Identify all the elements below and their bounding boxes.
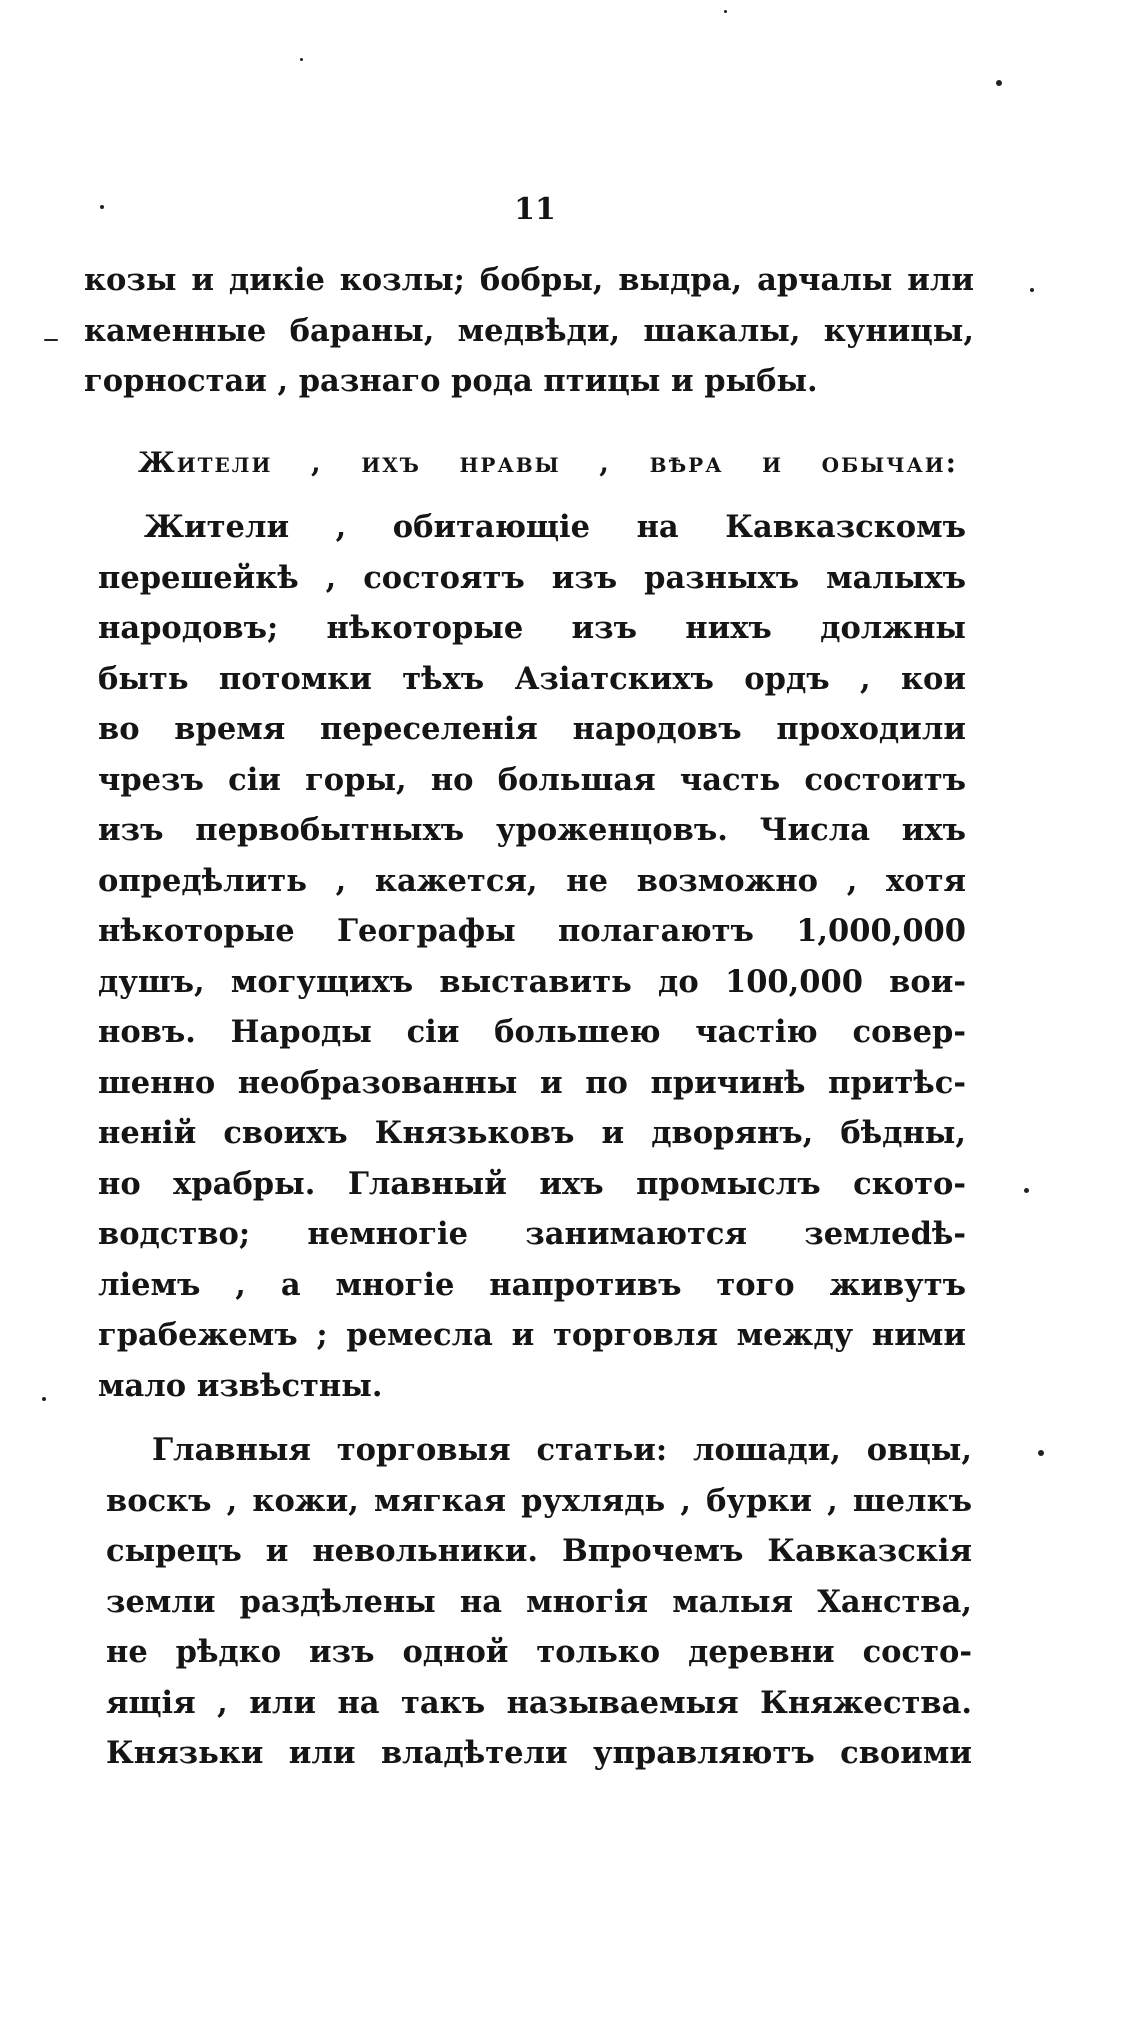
- text-line: грабежемъ ; ремесла и торговля между ними: [98, 1317, 966, 1353]
- text-line: Жители , обитающіе на Кавказскомъ: [144, 509, 966, 545]
- text-line: ящія , или на такъ называемыя Княжества.: [106, 1684, 972, 1721]
- text-line: во время переселенія народовъ проходили: [98, 711, 966, 747]
- text-line: сырецъ и невольники. Впрочемъ Кавказскія: [106, 1533, 972, 1569]
- page-number: 11: [514, 192, 556, 227]
- paragraph-trade: [106, 1425, 972, 1779]
- scan-speck: [300, 58, 303, 61]
- scan-speck: [996, 80, 1002, 86]
- scan-speck: [42, 1397, 46, 1401]
- scan-speck: [44, 339, 58, 341]
- text-line: водство; немногіе занимаются землеdѣ-: [98, 1216, 966, 1252]
- scan-speck: [724, 10, 727, 13]
- text-line: воскъ , кожи, мягкая рухлядь , бурки , шелкъ: [106, 1482, 972, 1519]
- text-line: чрезъ сіи горы, но большая часть состоитъ: [98, 761, 966, 798]
- scan-speck: [1038, 1450, 1044, 1456]
- text-line: опредѣлить , кажется, не возможно , хотя: [98, 862, 966, 899]
- text-line: неній своихъ Князьковъ и дворянъ, бѣдны,: [98, 1115, 966, 1151]
- text-line: козы и дикіе козлы; бобры, выдра, арчалы или: [84, 262, 974, 298]
- text-line: быть потомки тѣхъ Азіатскихъ ордъ , кои: [98, 660, 966, 697]
- text-line: Князьки или владѣтели управляютъ своими: [106, 1735, 972, 1771]
- text-line: но храбры. Главный ихъ промыслъ ското-: [98, 1165, 966, 1202]
- text-line: ліемъ , а многіе напротивъ того живутъ: [98, 1266, 966, 1303]
- text-line: земли раздѣлены на многія малыя Ханства,: [106, 1583, 972, 1620]
- text-line: народовъ; нѣкоторые изъ нихъ должны: [98, 610, 966, 646]
- scan-speck: [100, 205, 104, 209]
- text-line: новъ. Народы сіи большею частію совер-: [98, 1014, 966, 1050]
- text-line: шенно необразованны и по причинѣ притѣс-: [98, 1064, 966, 1101]
- text-line: не рѣдко изъ одной только деревни состо-: [106, 1634, 972, 1670]
- text-line: душъ, могущихъ выставить до 100,000 вои-: [98, 963, 966, 1000]
- scan-speck: [1030, 288, 1034, 292]
- section-heading: Жители , ихъ нравы , вѣра и обычаи:: [138, 446, 958, 479]
- paragraph-inhabitants: [98, 502, 966, 1411]
- text-line: перешейкѣ , состоятъ изъ разныхъ малыхъ: [98, 559, 966, 596]
- text-line: горностаи , разнаго рода птицы и рыбы.: [84, 363, 818, 399]
- scan-speck: [1024, 1188, 1029, 1193]
- text-line: изъ первобытныхъ уроженцовъ. Числа ихъ: [98, 812, 966, 848]
- text-line: каменные бараны, медвѣди, шакалы, куницы,: [84, 312, 974, 349]
- text-line: нѣкоторые Географы полагаютъ 1,000,000: [98, 913, 966, 949]
- continued-text: [84, 255, 974, 407]
- text-line: мало извѣстны.: [98, 1367, 383, 1404]
- text-line: Главныя торговыя статьи: лошади, овцы,: [152, 1432, 972, 1468]
